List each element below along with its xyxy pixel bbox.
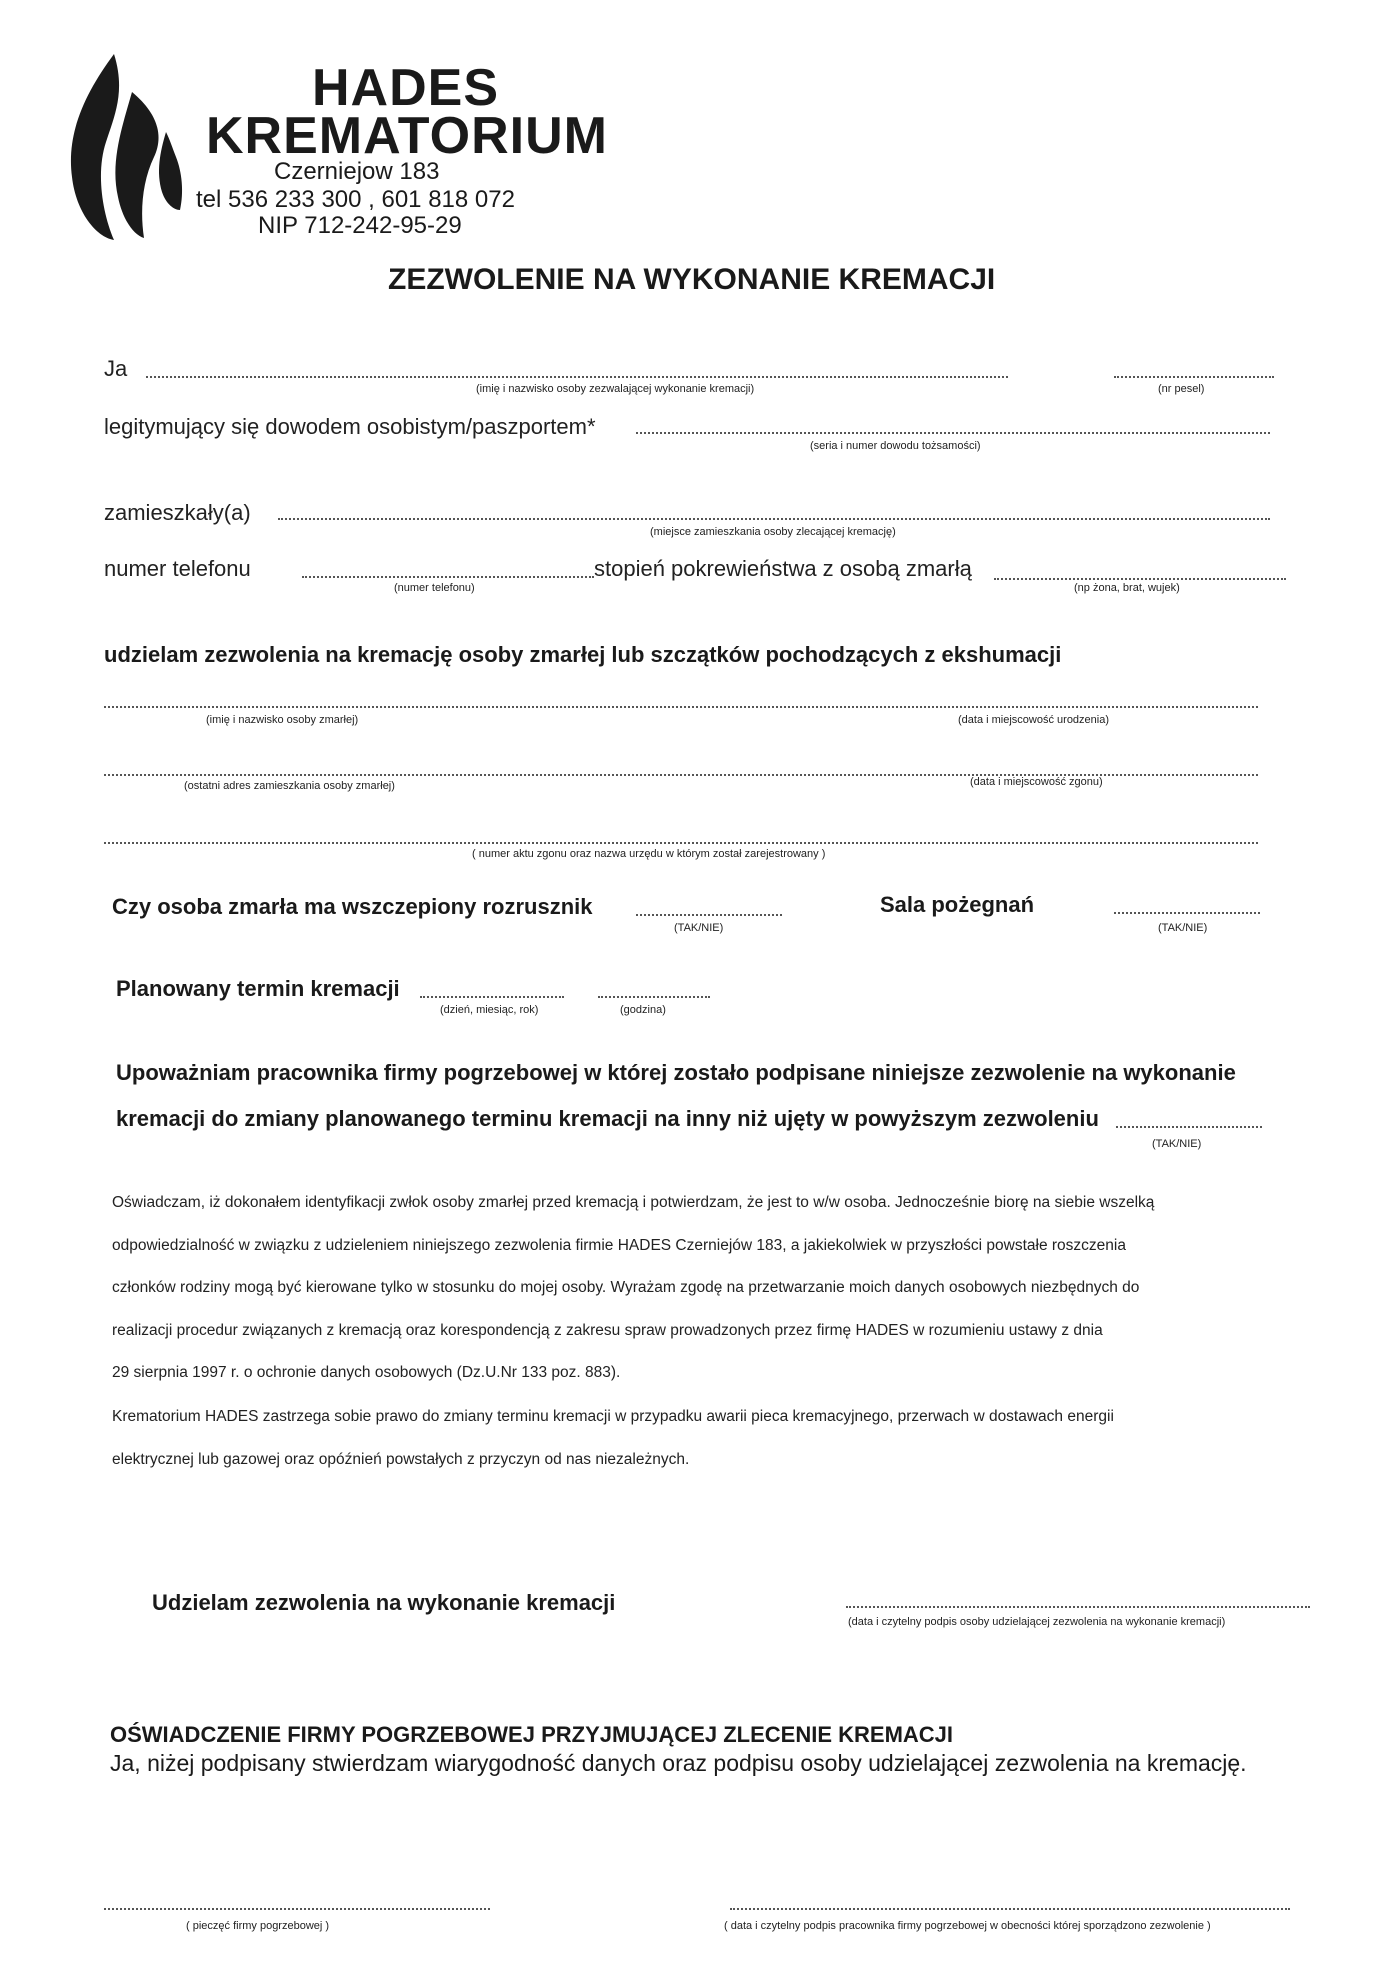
logo-title-hades: HADES [312,59,500,117]
planned-date-label: Planowany termin kremacji [116,976,400,1001]
id-document-field[interactable] [636,432,1270,434]
flame-logo-icon [66,52,186,242]
relation-caption: (np żona, brat, wujek) [1074,582,1180,594]
residence-field[interactable] [278,518,1270,520]
id-document-caption: (seria i numer dowodu tożsamości) [810,440,981,452]
pacemaker-label: Czy osoba zmarła ma wszczepiony rozrusznik [112,894,593,919]
funeral-signature-field[interactable] [730,1908,1290,1910]
pesel-caption: (nr pesel) [1158,383,1205,395]
authorization-line1: Upoważniam pracownika firmy pogrzebowej w której zostało podpisane niniejsze zezwolenie na wykonanie [116,1060,1236,1085]
death-caption: (data i miejscowość zgonu) [970,776,1103,788]
ja-label: Ja [104,356,128,381]
reservation-line: Krematorium HADES zastrzega sobie prawo do zmiany terminu kremacji w przypadku awarii pieca kremacyjnego, przerwach w dostawach energii [112,1408,1114,1425]
planned-time-field[interactable] [598,996,710,998]
funeral-statement: Ja, niżej podpisany stwierdzam wiarygodność danych oraz podpisu osoby udzielającej zezwolenia na kremację. [110,1750,1247,1776]
funeral-heading: OŚWIADCZENIE FIRMY POGRZEBOWEJ PRZYJMUJĄCEJ ZLECENIE KREMACJI [110,1722,954,1747]
deceased-heading: udzielam zezwolenia na kremację osoby zmarłej lub szczątków pochodzących z ekshumacji [104,642,1062,667]
company-phone: tel 536 233 300 , 601 818 072 [196,186,515,213]
stamp-caption: ( pieczęć firmy pogrzebowej ) [186,1920,330,1932]
company-nip: NIP 712-242-95-29 [258,212,462,239]
consent-label: Udzielam zezwolenia na wykonanie kremacji [152,1590,616,1615]
planned-date-caption: (dzień, miesiąc, rok) [440,1004,539,1016]
birth-caption: (data i miejscowość urodzenia) [958,714,1110,726]
applicant-name-field[interactable] [146,376,1008,378]
form-title: ZEZWOLENIE NA WYKONANIE KREMACJI [388,263,996,296]
logo-title-krematorium: KREMATORIUM [206,107,608,165]
statement-paragraph [112,1182,1312,1395]
id-document-label: legitymujący się dowodem osobistym/paszportem* [104,414,596,439]
pacemaker-caption: (TAK/NIE) [674,922,724,934]
stamp-field[interactable] [104,1908,490,1910]
planned-date-field[interactable] [420,996,564,998]
funeral-signature-caption: ( data i czytelny podpis pracownika firmy pogrzebowej w obecności której sporządzono zezwolenie ) [724,1920,1211,1932]
residence-label: zamieszkały(a) [104,500,251,525]
deceased-name-field[interactable] [104,706,1258,708]
statement-line: 29 sierpnia 1997 r. o ochronie danych osobowych (Dz.U.Nr 133 poz. 883). [112,1364,621,1381]
statement-line: członków rodziny mogą być kierowane tylko w stosunku do mojej osoby. Wyrażam zgodę na przetwarzanie moich danych osobowych niezbędnych do [112,1279,1140,1296]
company-address: Czerniejow 183 [274,158,440,185]
farewell-hall-label: Sala pożegnań [880,892,1035,917]
relation-field[interactable] [994,578,1286,580]
farewell-hall-caption: (TAK/NIE) [1158,922,1208,934]
consent-signature-caption: (data i czytelny podpis osoby udzielającej zezwolenia na wykonanie kremacji) [848,1616,1226,1628]
authorization-caption: (TAK/NIE) [1152,1138,1202,1150]
farewell-hall-field[interactable] [1114,912,1260,914]
consent-signature-field[interactable] [846,1606,1310,1608]
planned-time-caption: (godzina) [620,1004,666,1016]
death-certificate-caption: ( numer aktu zgonu oraz nazwa urzędu w którym został zarejestrowany ) [472,848,826,860]
authorization-line2: kremacji do zmiany planowanego terminu kremacji na inny niż ujęty w powyższym zezwoleniu [116,1106,1099,1131]
deceased-address-caption: (ostatni adres zamieszkania osoby zmarłej) [184,780,395,792]
residence-caption: (miejsce zamieszkania osoby zlecającej kremację) [650,526,896,538]
phone-label: numer telefonu [104,556,251,581]
reservation-line: elektrycznej lub gazowej oraz opóźnień powstałych z przyczyn od nas niezależnych. [112,1450,690,1468]
statement-line: odpowiedzialność w związku z udzieleniem niniejszego zezwolenia firmie HADES Czerniejów 183, a jakiekolwiek w przyszłości powstałe roszczenia [112,1236,1126,1254]
statement-line: realizacji procedur związanych z kremacją oraz korespondencją z zakresu spraw prowadzonych przez firmę HADES w rozumieniu ustawy z dnia [112,1321,1103,1339]
authorization-field[interactable] [1116,1126,1262,1128]
statement-line: Oświadczam, iż dokonałem identyfikacji zwłok osoby zmarłej przed kremacją i potwierdzam, że jest to w/w osoba. Jednocześnie biorę na siebie wszelką [112,1194,1155,1211]
phone-field[interactable] [302,576,594,578]
relation-label: stopień pokrewieństwa z osobą zmarłą [594,556,972,581]
applicant-name-caption: (imię i nazwisko osoby zezwalającej wykonanie kremacji) [476,383,755,395]
reservation-paragraph [112,1396,1312,1481]
death-certificate-field[interactable] [104,842,1258,844]
phone-caption: (numer telefonu) [394,582,475,594]
pacemaker-field[interactable] [636,914,782,916]
deceased-name-caption: (imię i nazwisko osoby zmarłej) [206,714,359,726]
pesel-field[interactable] [1114,376,1274,378]
